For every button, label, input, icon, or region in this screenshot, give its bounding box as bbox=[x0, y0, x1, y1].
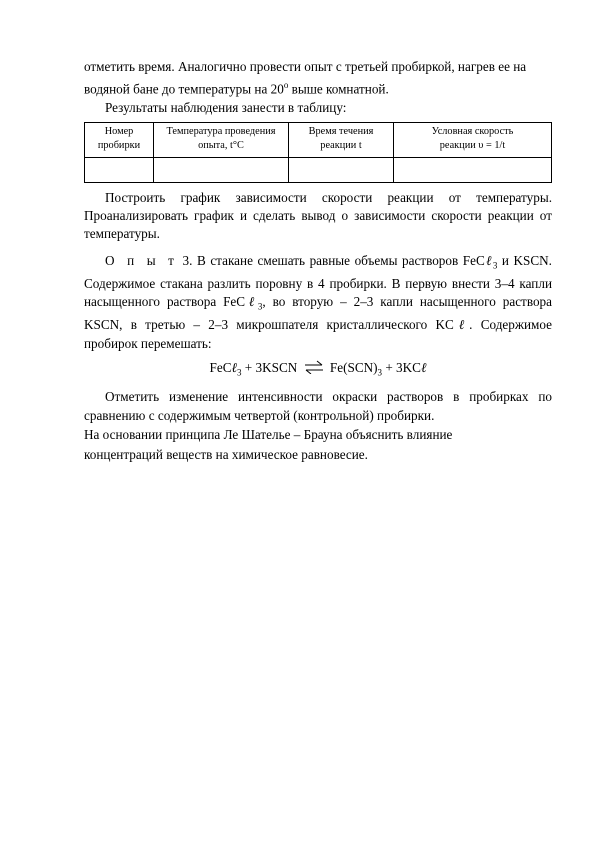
paragraph-6 bbox=[84, 425, 552, 464]
experiment-label: О п ы т bbox=[105, 252, 178, 268]
paragraph-3: Построить график зависимости скорости реакции от температуры. Проанализировать график и сделать вывод о зависимости скорости реакции от температуры. bbox=[84, 189, 552, 242]
paragraph-2: Результаты наблюдения занести в таблицу: bbox=[105, 100, 347, 116]
table-cell bbox=[85, 157, 154, 182]
table-header-cell: Номер пробирки bbox=[85, 122, 154, 157]
table-header-row bbox=[85, 122, 552, 157]
paragraph-1 bbox=[84, 58, 552, 99]
table-header-cell: Условная скорость реакции υ = 1/t bbox=[394, 122, 552, 157]
table-row bbox=[85, 157, 552, 182]
paragraph-experiment-3: О п ы т 3. В стакане смешать равные объемы растворов FeCℓ$_3$ и KSCN. Содержимое стакана разлить поровну в 4 пробирки. В первую внести 3–4 капли насыщенного раствора FeCℓ$_3$, во вторую – 2–3 капли насыщенного раствора KSCN, в третью – 2–3 микрошпателя кристаллического KCℓ. Содержимое пробирок перемешать: bbox=[84, 252, 552, 351]
table-header-cell: Температура проведения опыта, t°C bbox=[154, 122, 289, 157]
paragraph-1-line2b: выше комнатной. bbox=[288, 81, 389, 97]
table-cell bbox=[394, 157, 552, 182]
table-cell bbox=[289, 157, 394, 182]
paragraph-6-line2: концентраций веществ на химическое равновесие. bbox=[84, 446, 368, 462]
results-table bbox=[84, 122, 552, 183]
experiment-number: 3. bbox=[182, 252, 193, 268]
paragraph-6-line1: На основании принципа Ле Шателье – Брауна объяснить влияние bbox=[84, 427, 453, 442]
degree-sup: о bbox=[283, 80, 289, 91]
table-cell bbox=[154, 157, 289, 182]
equilibrium-arrow-icon bbox=[303, 360, 325, 374]
table-header-cell: Время течения реакции t bbox=[289, 122, 394, 157]
paragraph-1-line1: отметить время. Аналогично провести опыт с третьей пробиркой, нагрев ее на bbox=[84, 59, 527, 74]
paragraph-5: Отметить изменение интенсивности окраски растворов в пробирках по сравнению с содержимым четвертой (контрольной) пробирки. bbox=[84, 389, 552, 423]
document-page bbox=[84, 58, 552, 464]
paragraph-1-line2a: водяной бане до температуры на 20 bbox=[84, 81, 284, 97]
chemical-equation: FeCℓ$_3$ + 3KSCN $Fe(SCN)_3$ + 3KCℓ bbox=[209, 360, 427, 378]
